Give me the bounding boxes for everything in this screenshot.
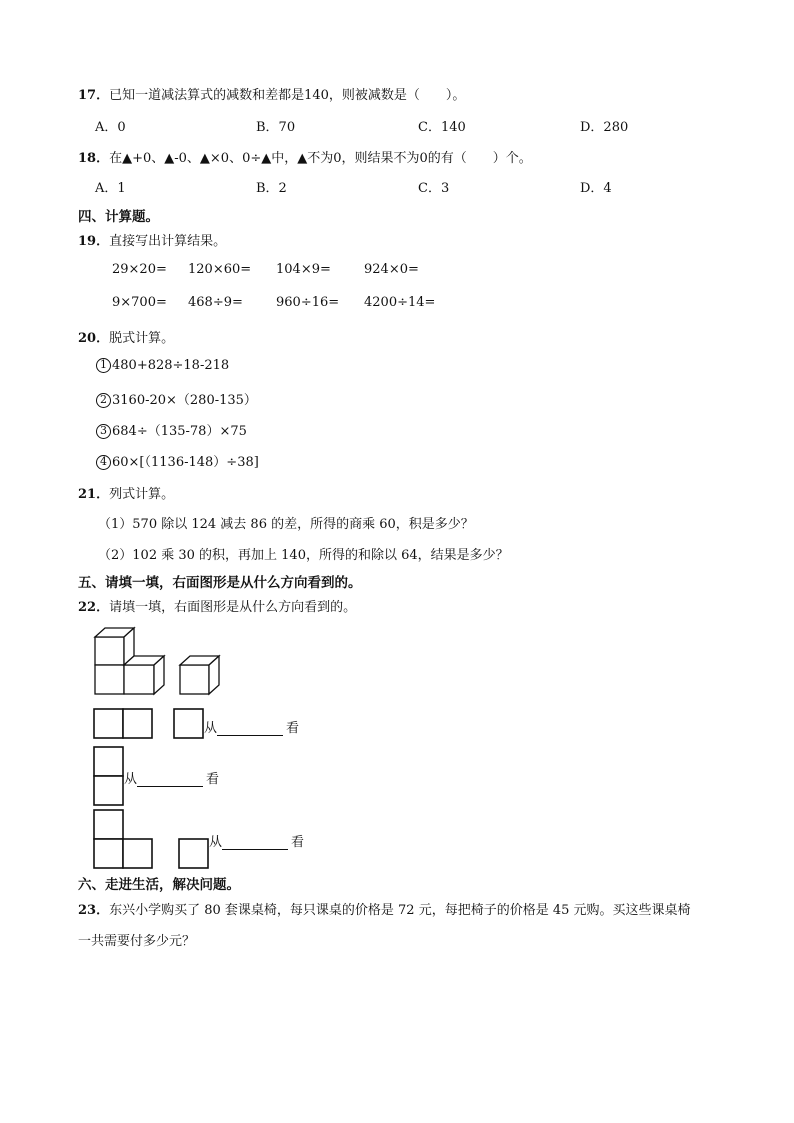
calc-item [96, 451, 259, 470]
question-23 [78, 899, 691, 918]
from-label: 从 [204, 721, 218, 736]
sub-question: （2）102 乘 30 的积，再加上 140，所得的和除以 64，结果是多少？ [98, 548, 509, 563]
expression: 684÷（135-78）×75 [112, 424, 247, 439]
question-19 [78, 230, 226, 249]
option-d[interactable]: D．4 [580, 181, 612, 196]
expression: 924×0= [364, 262, 419, 277]
circled-number: 1 [96, 358, 111, 373]
look-label: 看 [206, 772, 220, 787]
option-c[interactable]: C．3 [418, 181, 450, 196]
question-text: 列式计算。 [109, 487, 175, 502]
fill-blank-3 [209, 831, 304, 850]
question-text: 在▲+0、▲-0、▲×0、0÷▲中，▲不为0，则结果不为0的有（ ）个。 [109, 151, 532, 166]
sub-question: （1）570 除以 124 减去 86 的差，所得的商乘 60，积是多少？ [98, 517, 474, 532]
option-d[interactable]: D．280 [580, 120, 629, 135]
fill-blank-2 [124, 768, 219, 787]
expression: 3160-20×（280-135） [112, 393, 257, 408]
expression: 29×20= [112, 262, 167, 277]
question-number: 18． [78, 151, 110, 166]
calc-item [96, 420, 247, 439]
answer-blank[interactable] [137, 772, 203, 787]
answer-blank[interactable] [217, 721, 283, 736]
expression: 9×700= [112, 295, 167, 310]
from-label: 从 [209, 835, 223, 850]
question-text-continued: 一共需要付多少元？ [78, 934, 196, 949]
look-label: 看 [291, 835, 305, 850]
expression: 960÷16= [276, 295, 340, 310]
expression: 120×60= [188, 262, 252, 277]
option-b[interactable]: B．70 [256, 120, 296, 135]
question-text: 脱式计算。 [109, 331, 175, 346]
question-number: 23． [78, 903, 110, 918]
expression: 480+828÷18-218 [112, 358, 230, 373]
view-shape [93, 809, 155, 871]
circled-number: 4 [96, 455, 111, 470]
question-22 [78, 596, 356, 615]
question-21 [78, 483, 174, 502]
calc-item [96, 389, 257, 408]
answer-blank[interactable] [222, 835, 288, 850]
cube-figure [90, 625, 230, 697]
cube-face [95, 665, 124, 694]
section-heading: 四、计算题。 [78, 209, 159, 225]
fill-blank-1 [204, 717, 299, 736]
question-20 [78, 327, 174, 346]
question-text: 已知一道减法算式的减数和差都是140，则被减数是（ ）。 [109, 88, 466, 103]
question-number: 19． [78, 234, 110, 249]
expression: 468÷9= [188, 295, 243, 310]
question-number: 17． [78, 88, 110, 103]
view-shape [173, 708, 205, 740]
option-b[interactable]: B．2 [256, 181, 287, 196]
expression: 60×[（1136-148）÷38] [112, 455, 259, 470]
view-shape [93, 746, 125, 808]
cube-face [95, 637, 124, 665]
question-text: 东兴小学购买了 80 套课桌椅，每只课桌的价格是 72 元，每把椅子的价格是 45 元购。买这些课桌椅 [109, 903, 691, 918]
view-shape [178, 838, 210, 870]
option-c[interactable]: C．140 [418, 120, 466, 135]
section-heading: 五、请填一填，右面图形是从什么方向看到的。 [78, 575, 362, 591]
section-heading: 六、走进生活，解决问题。 [78, 877, 240, 893]
question-text: 直接写出计算结果。 [109, 234, 227, 249]
cube-face [124, 665, 154, 694]
option-a[interactable]: A．0 [95, 120, 126, 135]
question-number: 21． [78, 487, 110, 502]
question-text: 请填一填，右面图形是从什么方向看到的。 [109, 600, 357, 615]
question-17 [78, 84, 465, 103]
circled-number: 2 [96, 393, 111, 408]
question-number: 22． [78, 600, 110, 615]
cube-face [180, 665, 209, 694]
from-label: 从 [124, 772, 138, 787]
question-18 [78, 147, 532, 166]
look-label: 看 [286, 721, 300, 736]
circled-number: 3 [96, 424, 111, 439]
question-number: 20． [78, 331, 110, 346]
option-a[interactable]: A．1 [95, 181, 126, 196]
expression: 4200÷14= [364, 295, 436, 310]
calc-item [96, 358, 229, 373]
expression: 104×9= [276, 262, 331, 277]
view-shape [93, 708, 155, 740]
